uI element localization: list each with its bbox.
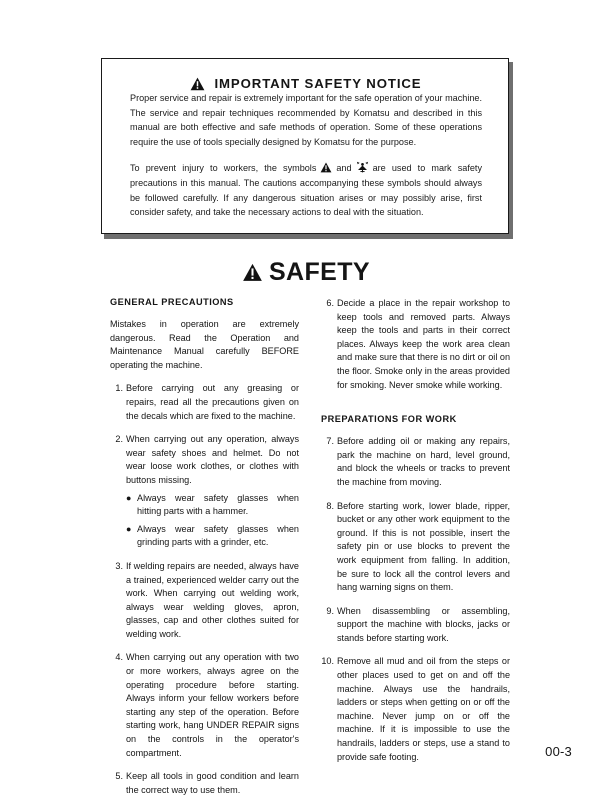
item-text: Before carrying out any greasing or repairs, read all the precautions given on the decals which are fixed to the machine. — [126, 383, 299, 421]
item-number: 9. — [326, 605, 334, 616]
item-number: 7. — [326, 436, 334, 447]
list-item — [321, 655, 510, 764]
list-item — [321, 297, 510, 392]
left-column — [110, 297, 299, 807]
item-number: 2. — [115, 434, 123, 445]
warning-triangle-icon — [190, 77, 205, 91]
item-text: Decide a place in the repair workshop to keep tools and removed parts. Always keep the tools and parts in their correct places. Always keep the work area clean and make sure that there is no dirt or oil on the floor. Smoke only in the areas provided for smoking. Never smoke while working. — [337, 298, 510, 390]
item-text: When carrying out any operation with two or more workers, always agree on the operating procedure before starting. Always inform your fellow workers before starting any step of the operation. Before starting work, hang UNDER REPAIR signs on the controls in the operator's compartment. — [126, 652, 299, 758]
page-number: 00-3 — [545, 744, 572, 759]
warning-triangle-icon — [320, 162, 332, 173]
item-number: 1. — [115, 383, 123, 394]
item-number: 8. — [326, 500, 334, 511]
preparations-for-work-list — [321, 435, 510, 764]
general-precautions-heading: GENERAL PRECAUTIONS — [110, 297, 234, 307]
item-text: If welding repairs are needed, always have a trained, experienced welder carry out the work. When carrying out welding work, always wear welding gloves, apron, glasses, cap and other clothes suited for welding work. — [126, 560, 299, 639]
notice-paragraph-1: Proper service and repair is extremely important for the safe operation of your machine. The service and repair techniques recommended by Komatsu and described in this manual are both effective and safe methods of operation. Some of these operations require the use of tools specially designed by Komatsu for the purpose. — [130, 93, 482, 147]
item-number: 10. — [321, 656, 334, 667]
safety-heading-text: SAFETY — [268, 258, 371, 286]
person-hazard-icon — [356, 161, 369, 173]
item-number: 5. — [115, 771, 123, 782]
list-item — [321, 605, 510, 646]
item-text: Keep all tools in good condition and learn the correct way to use them. — [126, 771, 299, 795]
item-number: 4. — [115, 652, 123, 663]
warning-triangle-icon — [242, 263, 263, 282]
list-item — [110, 651, 299, 760]
notice-title-row — [130, 76, 482, 91]
general-precautions-list — [110, 382, 299, 797]
notice-paragraph-2-part-2: and — [336, 163, 352, 174]
subitem-text: Always wear safety glasses when grinding parts with a grinder, etc. — [137, 523, 299, 548]
safety-heading — [0, 258, 612, 289]
preparations-for-work-heading: PREPARATIONS FOR WORK — [321, 414, 457, 425]
item-subitem-list — [126, 492, 299, 550]
bullet-icon: ● — [126, 523, 132, 534]
body-columns — [110, 297, 510, 807]
list-item — [126, 523, 299, 550]
list-item — [110, 433, 299, 550]
item-text: When disassembling or assembling, support the machine with blocks, jacks or stands before starting work. — [337, 605, 510, 643]
notice-paragraph-2-part-3: are used to mark safety precautions in this manual. The cautions accompanying these symbols should always be followed carefully. If any dangerous situation arises or may possibly arise, first consider safety, and take the necessary actions to deal with the situation. — [130, 163, 482, 218]
item-text: Remove all mud and oil from the steps or other places used to get on and off the machine. Always use the handrails, ladders or steps when getting on or off the machine. Never jump on or off the machine. If it is impossible to use the handrails, ladders or steps, use a stand to provide safe footing. — [337, 656, 510, 762]
list-item — [110, 770, 299, 797]
item-text: Before starting work, lower blade, ripper, bucket or any other work equipment to the ground. If this is not possible, insert the safety pin or use blocks to prevent the work equipment from falling. In addition, be sure to lock all the control levers and hang warning signs on them. — [337, 500, 510, 593]
notice-title-text: IMPORTANT SAFETY NOTICE — [214, 76, 422, 91]
item-number: 3. — [115, 560, 123, 571]
bullet-icon: ● — [126, 492, 132, 503]
notice-paragraph-2-part-1: To prevent injury to workers, the symbols — [130, 163, 317, 174]
list-item — [126, 492, 299, 519]
subitem-text: Always wear safety glasses when hitting parts with a hammer. — [137, 492, 299, 517]
important-safety-notice-box — [101, 58, 509, 234]
item-number: 6. — [326, 298, 334, 308]
list-item — [321, 435, 510, 489]
list-item — [110, 382, 299, 423]
right-column — [321, 297, 510, 807]
general-precautions-list-continued — [321, 297, 510, 392]
list-item — [110, 560, 299, 642]
general-precautions-lead: Mistakes in operation are extremely dangerous. Read the Operation and Maintenance Manual carefully BEFORE operating the machine. — [110, 319, 299, 370]
list-item — [321, 500, 510, 595]
item-text: When carrying out any operation, always wear safety shoes and helmet. Do not wear loose work clothes, or clothes with buttons missing. — [126, 434, 299, 485]
notice-paragraph-2 — [130, 161, 482, 219]
item-text: Before adding oil or making any repairs, park the machine on hard, level ground, and block the wheels or tracks to prevent the machine from moving. — [337, 436, 510, 487]
